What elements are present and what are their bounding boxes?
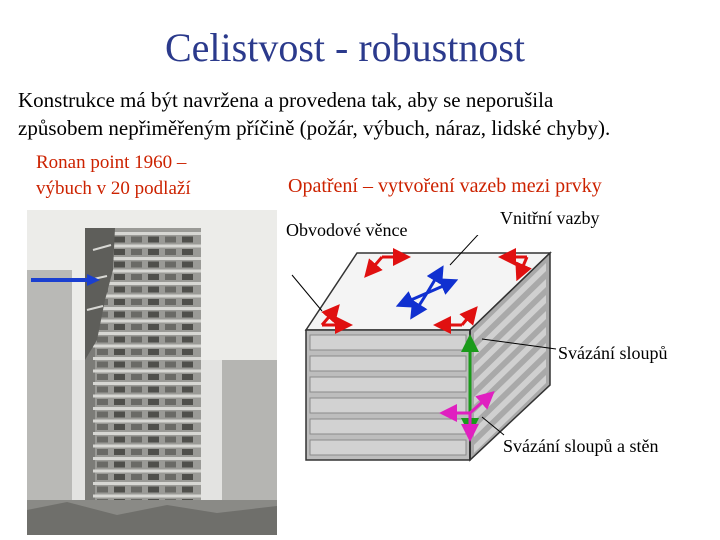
ronan-point-photo xyxy=(27,210,277,535)
tower-window xyxy=(165,287,176,293)
tower-window xyxy=(165,387,176,393)
front-panel xyxy=(310,335,466,350)
tower-window xyxy=(182,437,193,443)
tower-window xyxy=(114,462,125,468)
tower-window xyxy=(148,374,159,380)
tower-window xyxy=(114,412,125,418)
label-internal-ties: Vnitřní vazby xyxy=(500,208,600,228)
tower-window xyxy=(165,249,176,255)
tower-window xyxy=(97,474,108,480)
floor-band xyxy=(93,395,201,398)
tower-window xyxy=(131,237,142,243)
tower-window xyxy=(131,312,142,318)
tower-window xyxy=(131,349,142,355)
intro-line-1: Konstrukce má být navržena a provedena tak, aby se neporušila xyxy=(18,88,554,112)
tower-window xyxy=(114,349,125,355)
front-panel xyxy=(310,419,466,434)
floor-band xyxy=(93,420,201,423)
tower-window xyxy=(97,337,108,343)
tower-window xyxy=(148,287,159,293)
tower-window xyxy=(97,349,108,355)
tower-window xyxy=(165,237,176,243)
front-panel xyxy=(310,377,466,392)
tower-window xyxy=(114,424,125,430)
front-panel xyxy=(310,440,466,455)
tower-window xyxy=(148,424,159,430)
tower-window xyxy=(114,374,125,380)
tower-window xyxy=(131,299,142,305)
photo-caption-line-2: výbuch v 20 podlaží xyxy=(36,178,191,199)
tower-window xyxy=(114,324,125,330)
floor-band xyxy=(93,495,201,498)
tower-window xyxy=(114,299,125,305)
tower-window xyxy=(97,462,108,468)
tower-window xyxy=(165,262,176,268)
tower-window xyxy=(165,312,176,318)
tower-window xyxy=(114,287,125,293)
tower-window xyxy=(131,262,142,268)
tower-window xyxy=(182,412,193,418)
floor-band xyxy=(93,332,201,335)
tower-window xyxy=(148,462,159,468)
tower-window xyxy=(114,337,125,343)
tower-window xyxy=(182,262,193,268)
tower-window xyxy=(148,237,159,243)
intro-line-2: způsobem nepřiměřeným příčině (požár, výbuch, náraz, lidské chyby). xyxy=(18,116,611,140)
tower-window xyxy=(97,399,108,405)
photo-caption-line-1: Ronan point 1960 – xyxy=(36,152,187,173)
tower-window xyxy=(165,337,176,343)
tower-window xyxy=(148,387,159,393)
tower-window xyxy=(131,437,142,443)
intro-text xyxy=(18,86,718,142)
floor-band xyxy=(93,320,201,323)
floor-band xyxy=(93,370,201,373)
tower-window xyxy=(182,362,193,368)
floor-band xyxy=(93,432,201,435)
tower-window xyxy=(114,474,125,480)
label-ring-beams: Obvodové věnce xyxy=(286,220,408,240)
floor-band xyxy=(93,295,201,298)
floor-band xyxy=(93,407,201,410)
tower-window xyxy=(131,362,142,368)
tower-window xyxy=(131,474,142,480)
tower-window xyxy=(97,487,108,493)
tower-window xyxy=(114,362,125,368)
tower-window xyxy=(131,462,142,468)
tower-window xyxy=(148,349,159,355)
tower-window xyxy=(165,374,176,380)
tower-window xyxy=(165,424,176,430)
tower-window xyxy=(182,237,193,243)
tower-window xyxy=(97,387,108,393)
slide-title: Celistvost - robustnost xyxy=(164,25,526,70)
tower-window xyxy=(182,274,193,280)
tower-window xyxy=(131,287,142,293)
tower-window xyxy=(148,474,159,480)
tower-window xyxy=(165,487,176,493)
front-panel xyxy=(310,398,466,413)
tower-window xyxy=(182,337,193,343)
tower-window xyxy=(148,449,159,455)
label-column-ties: Svázání sloupů xyxy=(558,343,668,363)
measures-heading: Opatření – vytvoření vazeb mezi prvky xyxy=(288,175,602,197)
structural-ties-diagram xyxy=(282,235,557,470)
photo-caption xyxy=(36,150,276,202)
tower-window xyxy=(114,437,125,443)
tower-window xyxy=(97,412,108,418)
tower-window xyxy=(182,474,193,480)
tower-window xyxy=(131,274,142,280)
tower-window xyxy=(148,337,159,343)
tower-window xyxy=(182,399,193,405)
floor-band xyxy=(93,470,201,473)
tower-window xyxy=(114,249,125,255)
tower-window xyxy=(165,474,176,480)
tower-window xyxy=(148,249,159,255)
tower-window xyxy=(114,399,125,405)
tower-window xyxy=(131,487,142,493)
tower-window xyxy=(148,437,159,443)
tower-window xyxy=(182,287,193,293)
tower-window xyxy=(182,387,193,393)
tower-window xyxy=(165,299,176,305)
tower-window xyxy=(97,437,108,443)
floor-band xyxy=(93,345,201,348)
tower-window xyxy=(131,324,142,330)
label-column-wall-ties: Svázání sloupů a stěn xyxy=(503,436,659,456)
tower-window xyxy=(114,274,125,280)
tower-window xyxy=(165,437,176,443)
tower-window xyxy=(165,412,176,418)
tower-window xyxy=(114,237,125,243)
tower-window xyxy=(114,449,125,455)
tower-window xyxy=(148,324,159,330)
tower-window xyxy=(165,274,176,280)
tower-window xyxy=(114,387,125,393)
tower-window xyxy=(97,362,108,368)
tower-window xyxy=(165,362,176,368)
tower-window xyxy=(114,262,125,268)
tower-window xyxy=(165,324,176,330)
tower-window xyxy=(114,487,125,493)
tower-window xyxy=(97,374,108,380)
tower-window xyxy=(182,349,193,355)
tower-window xyxy=(114,312,125,318)
floor-band xyxy=(93,482,201,485)
tower-window xyxy=(131,399,142,405)
tower-window xyxy=(148,412,159,418)
front-panel xyxy=(310,356,466,371)
tower-window xyxy=(148,299,159,305)
tower-window xyxy=(148,262,159,268)
tower-window xyxy=(165,399,176,405)
tower-window xyxy=(97,449,108,455)
tower-window xyxy=(182,462,193,468)
tower-window xyxy=(148,312,159,318)
tower-window xyxy=(148,362,159,368)
tower-window xyxy=(131,449,142,455)
tower-window xyxy=(165,449,176,455)
tower-window xyxy=(165,462,176,468)
floor-band xyxy=(93,357,201,360)
floor-band xyxy=(93,382,201,385)
tower-window xyxy=(182,324,193,330)
tower-window xyxy=(131,424,142,430)
tower-window xyxy=(131,249,142,255)
tower-window xyxy=(182,374,193,380)
tower-window xyxy=(182,249,193,255)
tower-window xyxy=(131,412,142,418)
tower-window xyxy=(182,449,193,455)
floor-band xyxy=(93,307,201,310)
floor-band xyxy=(93,457,201,460)
floor-band xyxy=(93,445,201,448)
tower-window xyxy=(148,487,159,493)
tower-window xyxy=(182,487,193,493)
tower-window xyxy=(97,424,108,430)
tower-window xyxy=(131,337,142,343)
tower-window xyxy=(148,274,159,280)
tower-window xyxy=(148,399,159,405)
tower-window xyxy=(182,299,193,305)
tower-window xyxy=(182,312,193,318)
tower-window xyxy=(165,349,176,355)
tower-window xyxy=(131,374,142,380)
tower-window xyxy=(131,387,142,393)
tower-window xyxy=(182,424,193,430)
